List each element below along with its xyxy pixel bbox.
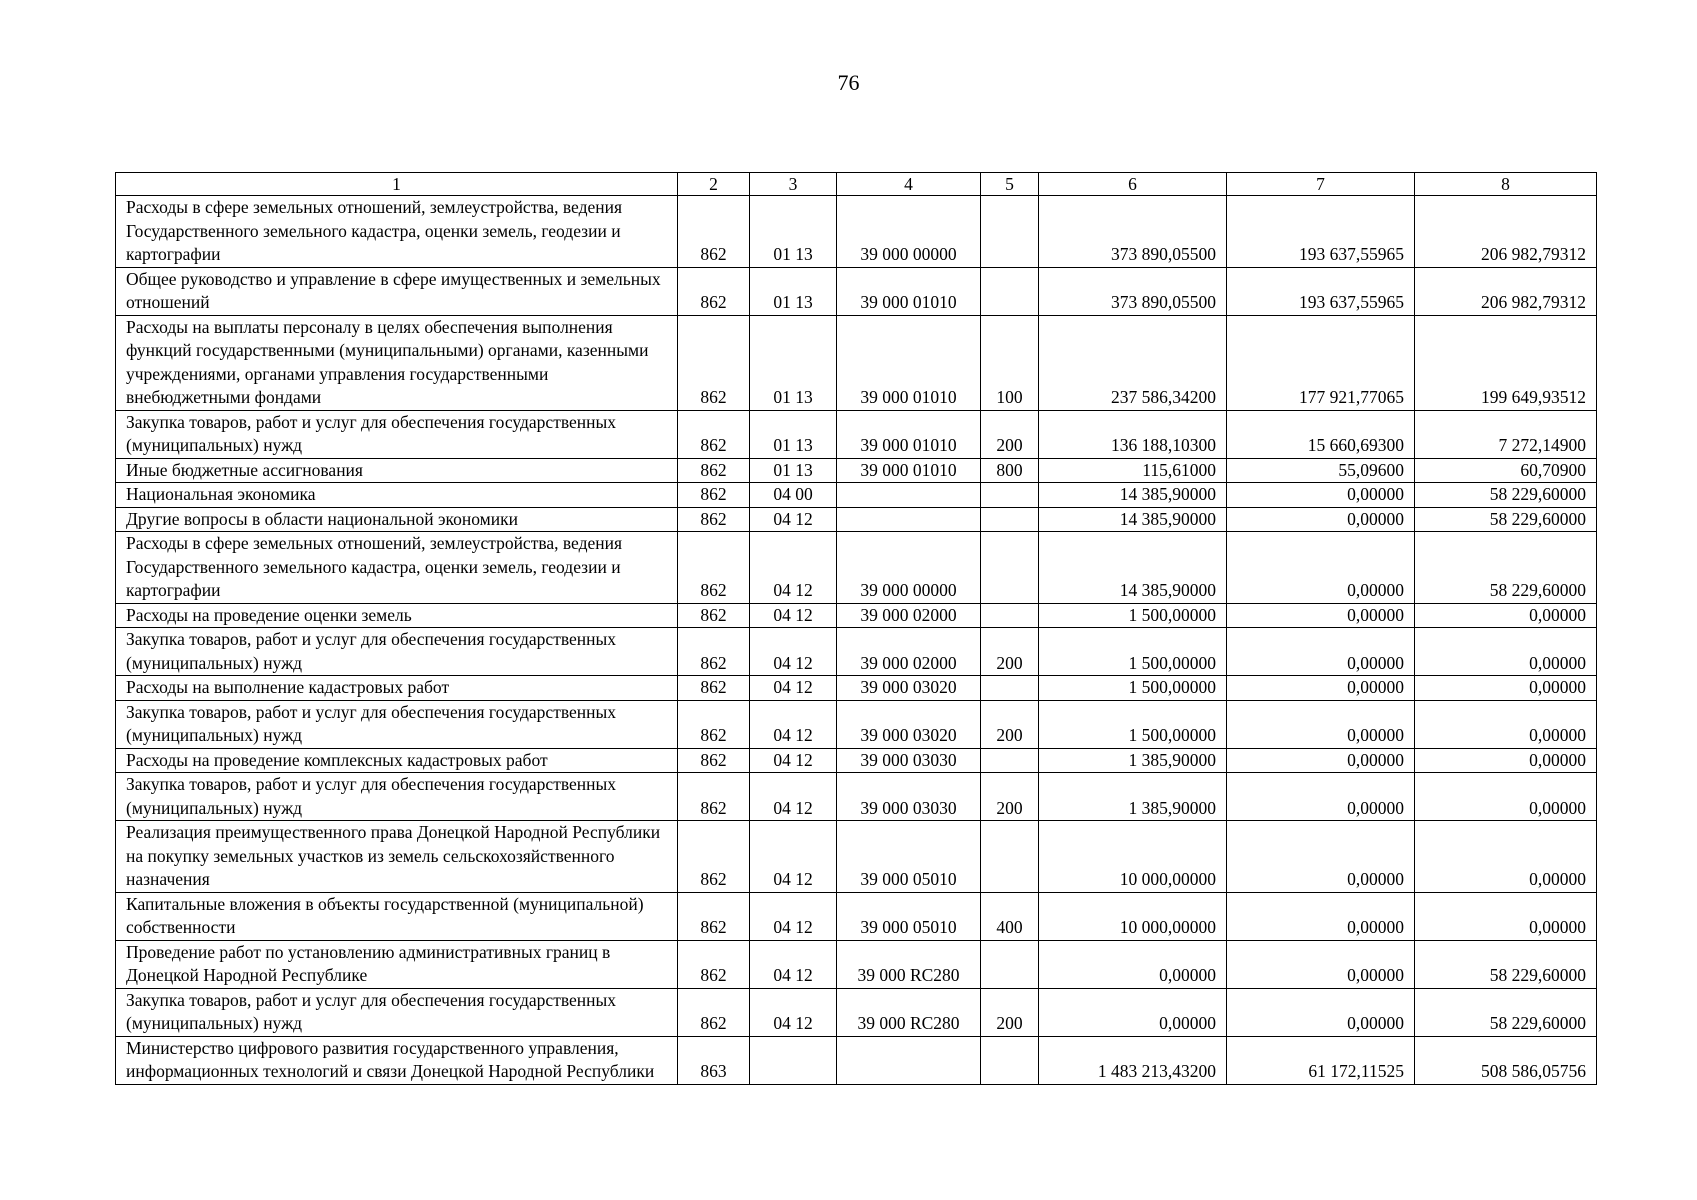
- row-name: Расходы на выплаты персоналу в целях обеспечения выполнения функций государственными (муниципальными) органами, казенными учреждениями, органами управления государственными внебюджетными фондами: [116, 315, 678, 410]
- table-row: [116, 748, 1597, 773]
- amount-col-8: 0,00000: [1415, 603, 1597, 628]
- row-name: Расходы на проведение оценки земель: [116, 603, 678, 628]
- expense-type-code: [981, 748, 1039, 773]
- amount-col-6: 1 500,00000: [1039, 603, 1227, 628]
- row-name: Расходы в сфере земельных отношений, землеустройства, ведения Государственного земельного кадастра, оценки земель, геодезии и картографии: [116, 196, 678, 268]
- ministry-code: 862: [678, 773, 750, 821]
- target-article-code: 39 000 01010: [837, 267, 981, 315]
- section-code: 04 12: [750, 700, 837, 748]
- expense-type-code: [981, 676, 1039, 701]
- table-row: [116, 483, 1597, 508]
- expense-type-code: 200: [981, 988, 1039, 1036]
- amount-col-7: 61 172,11525: [1227, 1036, 1415, 1084]
- amount-col-6: 1 385,90000: [1039, 773, 1227, 821]
- row-name: Капитальные вложения в объекты государственной (муниципальной) собственности: [116, 892, 678, 940]
- amount-col-7: 0,00000: [1227, 603, 1415, 628]
- amount-col-7: 0,00000: [1227, 748, 1415, 773]
- row-name: Закупка товаров, работ и услуг для обеспечения государственных (муниципальных) нужд: [116, 773, 678, 821]
- table-row: [116, 532, 1597, 604]
- amount-col-8: 199 649,93512: [1415, 315, 1597, 410]
- amount-col-6: 14 385,90000: [1039, 483, 1227, 508]
- target-article-code: 39 000 01010: [837, 458, 981, 483]
- target-article-code: 39 000 01010: [837, 315, 981, 410]
- table-row: [116, 676, 1597, 701]
- row-name: Закупка товаров, работ и услуг для обеспечения государственных (муниципальных) нужд: [116, 700, 678, 748]
- expense-type-code: [981, 940, 1039, 988]
- table-row: [116, 988, 1597, 1036]
- ministry-code: 862: [678, 748, 750, 773]
- expense-type-code: [981, 196, 1039, 268]
- table-header-row: [116, 173, 1597, 196]
- table-row: [116, 821, 1597, 893]
- target-article-code: 39 000 01010: [837, 410, 981, 458]
- amount-col-6: 0,00000: [1039, 940, 1227, 988]
- row-name: Закупка товаров, работ и услуг для обеспечения государственных (муниципальных) нужд: [116, 628, 678, 676]
- amount-col-8: 0,00000: [1415, 748, 1597, 773]
- ministry-code: 862: [678, 507, 750, 532]
- expense-type-code: [981, 507, 1039, 532]
- section-code: 04 12: [750, 748, 837, 773]
- table-row: [116, 196, 1597, 268]
- column-number-3: 3: [750, 173, 837, 196]
- amount-col-6: 14 385,90000: [1039, 532, 1227, 604]
- section-code: 04 12: [750, 532, 837, 604]
- amount-col-7: 193 637,55965: [1227, 267, 1415, 315]
- row-name: Другие вопросы в области национальной экономики: [116, 507, 678, 532]
- section-code: 01 13: [750, 196, 837, 268]
- amount-col-8: 58 229,60000: [1415, 532, 1597, 604]
- amount-col-7: 0,00000: [1227, 773, 1415, 821]
- amount-col-7: 0,00000: [1227, 940, 1415, 988]
- amount-col-6: 10 000,00000: [1039, 821, 1227, 893]
- expense-type-code: 800: [981, 458, 1039, 483]
- row-name: Расходы в сфере земельных отношений, землеустройства, ведения Государственного земельного кадастра, оценки земель, геодезии и картографии: [116, 532, 678, 604]
- amount-col-6: 1 500,00000: [1039, 676, 1227, 701]
- amount-col-6: 1 385,90000: [1039, 748, 1227, 773]
- table-row: [116, 603, 1597, 628]
- table-row: [116, 267, 1597, 315]
- amount-col-7: 0,00000: [1227, 892, 1415, 940]
- amount-col-6: 10 000,00000: [1039, 892, 1227, 940]
- amount-col-8: 206 982,79312: [1415, 267, 1597, 315]
- amount-col-8: 60,70900: [1415, 458, 1597, 483]
- page-number: 76: [837, 70, 860, 95]
- amount-col-6: 14 385,90000: [1039, 507, 1227, 532]
- amount-col-6: 1 500,00000: [1039, 700, 1227, 748]
- column-number-4: 4: [837, 173, 981, 196]
- target-article-code: 39 000 00000: [837, 196, 981, 268]
- amount-col-8: 58 229,60000: [1415, 940, 1597, 988]
- table-row: [116, 892, 1597, 940]
- ministry-code: 862: [678, 267, 750, 315]
- row-name: Закупка товаров, работ и услуг для обеспечения государственных (муниципальных) нужд: [116, 410, 678, 458]
- section-code: 01 13: [750, 267, 837, 315]
- row-name: Национальная экономика: [116, 483, 678, 508]
- target-article-code: 39 000 00000: [837, 532, 981, 604]
- row-name: Расходы на проведение комплексных кадастровых работ: [116, 748, 678, 773]
- amount-col-7: 0,00000: [1227, 700, 1415, 748]
- target-article-code: 39 000 03030: [837, 773, 981, 821]
- budget-table: [115, 172, 1597, 1085]
- row-name: Расходы на выполнение кадастровых работ: [116, 676, 678, 701]
- amount-col-6: 237 586,34200: [1039, 315, 1227, 410]
- amount-col-7: 177 921,77065: [1227, 315, 1415, 410]
- target-article-code: [837, 507, 981, 532]
- expense-type-code: [981, 483, 1039, 508]
- table-row: [116, 507, 1597, 532]
- amount-col-7: 0,00000: [1227, 507, 1415, 532]
- amount-col-7: 0,00000: [1227, 483, 1415, 508]
- amount-col-7: 0,00000: [1227, 676, 1415, 701]
- amount-col-7: 0,00000: [1227, 628, 1415, 676]
- target-article-code: [837, 483, 981, 508]
- section-code: 04 12: [750, 676, 837, 701]
- row-name: Министерство цифрового развития государственного управления, информационных технологий и связи Донецкой Народной Республики: [116, 1036, 678, 1084]
- target-article-code: [837, 1036, 981, 1084]
- amount-col-8: 0,00000: [1415, 628, 1597, 676]
- section-code: 04 12: [750, 773, 837, 821]
- target-article-code: 39 000 02000: [837, 628, 981, 676]
- ministry-code: 862: [678, 892, 750, 940]
- section-code: 01 13: [750, 458, 837, 483]
- ministry-code: 862: [678, 458, 750, 483]
- amount-col-7: 0,00000: [1227, 532, 1415, 604]
- table-row: [116, 315, 1597, 410]
- expense-type-code: [981, 267, 1039, 315]
- ministry-code: 862: [678, 603, 750, 628]
- amount-col-6: 136 188,10300: [1039, 410, 1227, 458]
- amount-col-7: 15 660,69300: [1227, 410, 1415, 458]
- expense-type-code: [981, 532, 1039, 604]
- target-article-code: 39 000 03020: [837, 700, 981, 748]
- row-name: Закупка товаров, работ и услуг для обеспечения государственных (муниципальных) нужд: [116, 988, 678, 1036]
- amount-col-8: 0,00000: [1415, 773, 1597, 821]
- section-code: 04 12: [750, 821, 837, 893]
- section-code: [750, 1036, 837, 1084]
- column-number-6: 6: [1039, 173, 1227, 196]
- amount-col-8: 0,00000: [1415, 821, 1597, 893]
- target-article-code: 39 000 RC280: [837, 940, 981, 988]
- section-code: 04 12: [750, 603, 837, 628]
- table-row: [116, 773, 1597, 821]
- expense-type-code: [981, 821, 1039, 893]
- ministry-code: 862: [678, 315, 750, 410]
- section-code: 04 00: [750, 483, 837, 508]
- ministry-code: 862: [678, 483, 750, 508]
- expense-type-code: [981, 603, 1039, 628]
- amount-col-8: 58 229,60000: [1415, 507, 1597, 532]
- row-name: Общее руководство и управление в сфере имущественных и земельных отношений: [116, 267, 678, 315]
- section-code: 04 12: [750, 988, 837, 1036]
- expense-type-code: 100: [981, 315, 1039, 410]
- table-row: [116, 458, 1597, 483]
- amount-col-8: 0,00000: [1415, 700, 1597, 748]
- expense-type-code: 400: [981, 892, 1039, 940]
- section-code: 04 12: [750, 628, 837, 676]
- expense-type-code: [981, 1036, 1039, 1084]
- target-article-code: 39 000 03030: [837, 748, 981, 773]
- amount-col-6: 1 500,00000: [1039, 628, 1227, 676]
- section-code: 01 13: [750, 410, 837, 458]
- amount-col-6: 0,00000: [1039, 988, 1227, 1036]
- amount-col-7: 0,00000: [1227, 821, 1415, 893]
- amount-col-8: 508 586,05756: [1415, 1036, 1597, 1084]
- expense-type-code: 200: [981, 410, 1039, 458]
- amount-col-8: 58 229,60000: [1415, 483, 1597, 508]
- target-article-code: 39 000 05010: [837, 892, 981, 940]
- target-article-code: 39 000 05010: [837, 821, 981, 893]
- expense-type-code: 200: [981, 628, 1039, 676]
- amount-col-6: 1 483 213,43200: [1039, 1036, 1227, 1084]
- target-article-code: 39 000 03020: [837, 676, 981, 701]
- table-row: [116, 1036, 1597, 1084]
- amount-col-6: 115,61000: [1039, 458, 1227, 483]
- column-number-2: 2: [678, 173, 750, 196]
- ministry-code: 862: [678, 196, 750, 268]
- column-number-5: 5: [981, 173, 1039, 196]
- row-name: Проведение работ по установлению административных границ в Донецкой Народной Республике: [116, 940, 678, 988]
- expense-type-code: 200: [981, 700, 1039, 748]
- ministry-code: 862: [678, 628, 750, 676]
- amount-col-8: 0,00000: [1415, 892, 1597, 940]
- amount-col-8: 0,00000: [1415, 676, 1597, 701]
- ministry-code: 862: [678, 700, 750, 748]
- column-number-8: 8: [1415, 173, 1597, 196]
- table-row: [116, 410, 1597, 458]
- row-name: Реализация преимущественного права Донецкой Народной Республики на покупку земельных участков из земель сельскохозяйственного назначения: [116, 821, 678, 893]
- amount-col-7: 193 637,55965: [1227, 196, 1415, 268]
- amount-col-7: 55,09600: [1227, 458, 1415, 483]
- column-number-1: 1: [116, 173, 678, 196]
- column-number-7: 7: [1227, 173, 1415, 196]
- amount-col-6: 373 890,05500: [1039, 196, 1227, 268]
- section-code: 01 13: [750, 315, 837, 410]
- ministry-code: 862: [678, 988, 750, 1036]
- amount-col-8: 58 229,60000: [1415, 988, 1597, 1036]
- table-row: [116, 940, 1597, 988]
- ministry-code: 862: [678, 410, 750, 458]
- target-article-code: 39 000 RC280: [837, 988, 981, 1036]
- table-row: [116, 628, 1597, 676]
- ministry-code: 862: [678, 821, 750, 893]
- amount-col-8: 206 982,79312: [1415, 196, 1597, 268]
- section-code: 04 12: [750, 507, 837, 532]
- ministry-code: 862: [678, 532, 750, 604]
- row-name: Иные бюджетные ассигнования: [116, 458, 678, 483]
- ministry-code: 862: [678, 676, 750, 701]
- amount-col-7: 0,00000: [1227, 988, 1415, 1036]
- ministry-code: 862: [678, 940, 750, 988]
- amount-col-8: 7 272,14900: [1415, 410, 1597, 458]
- section-code: 04 12: [750, 940, 837, 988]
- ministry-code: 863: [678, 1036, 750, 1084]
- section-code: 04 12: [750, 892, 837, 940]
- target-article-code: 39 000 02000: [837, 603, 981, 628]
- amount-col-6: 373 890,05500: [1039, 267, 1227, 315]
- expense-type-code: 200: [981, 773, 1039, 821]
- table-row: [116, 700, 1597, 748]
